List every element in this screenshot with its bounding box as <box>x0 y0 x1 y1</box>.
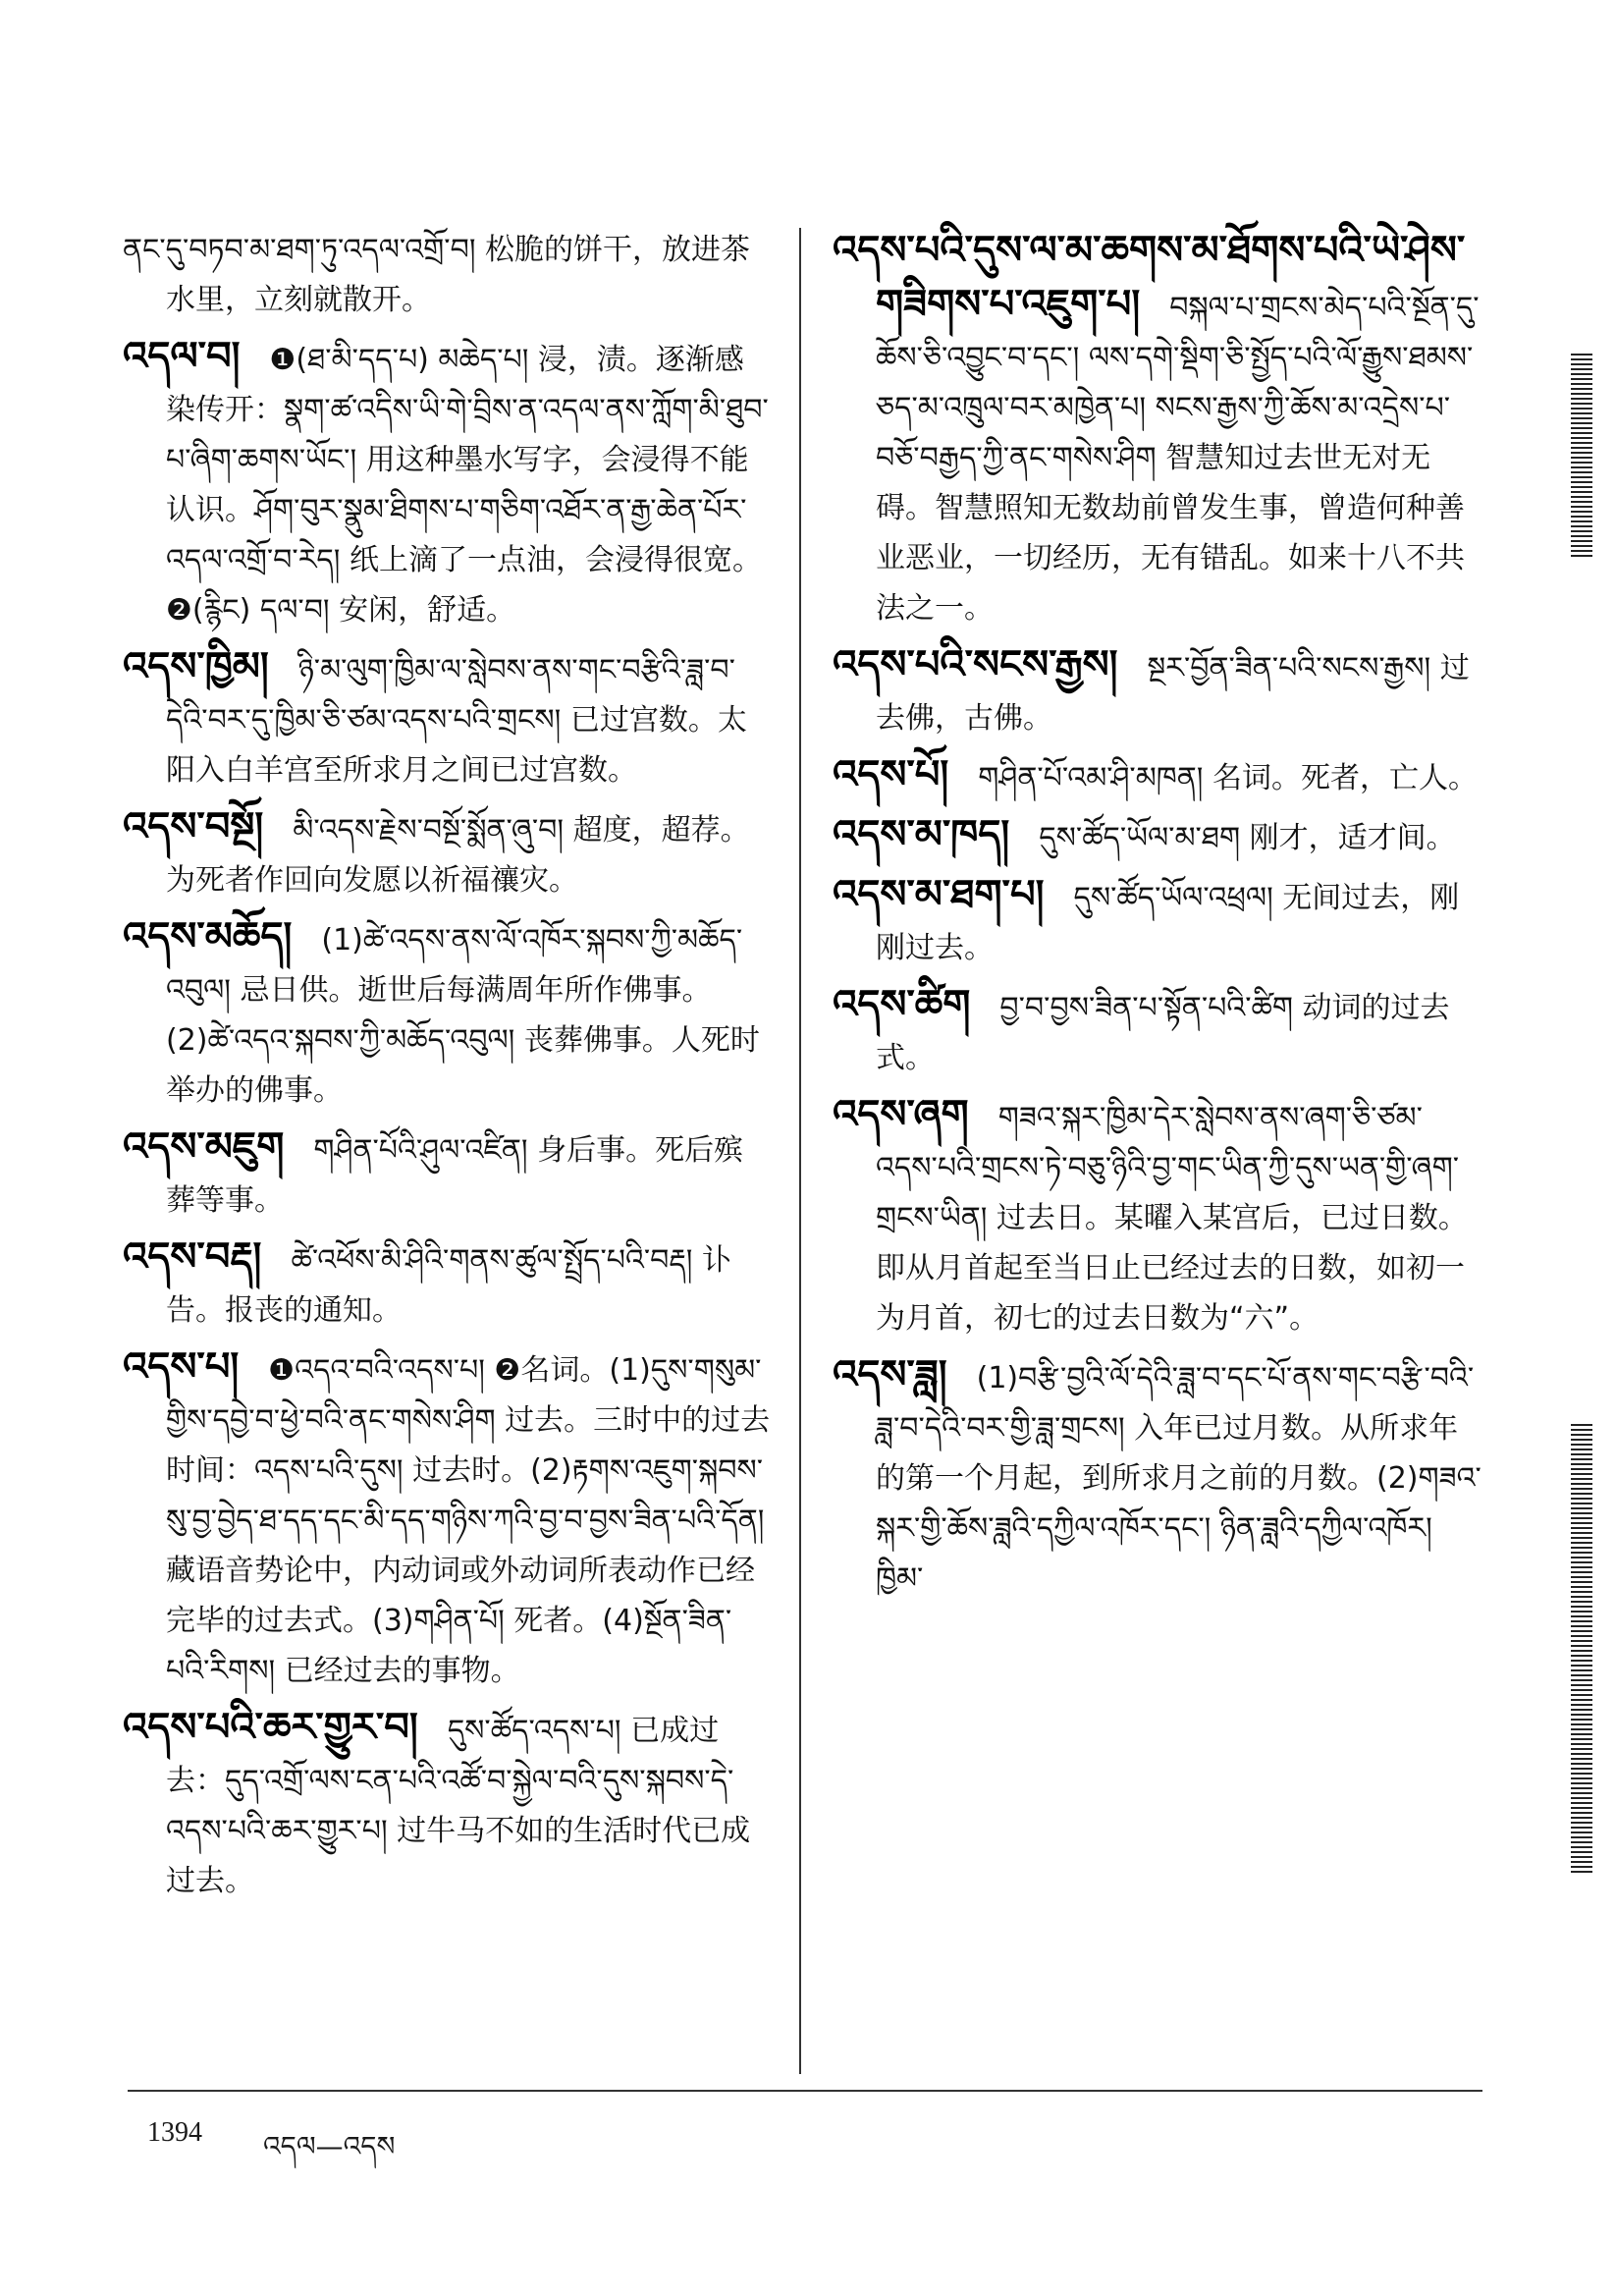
dictionary-entry <box>833 750 1482 804</box>
entry-definition: དུས་ཚོད་ཡོལ་མ་ཐག 刚才，适才间。 <box>1039 821 1456 855</box>
left-column <box>123 226 771 1913</box>
page-number: 1394 <box>147 2117 202 2148</box>
entry-definition: ཚེ་འཕོས་མི་ཤིའི་གནས་ཚུལ་སྤྲོད་པའི་བརྡ། 讣告。报丧的通知。 <box>166 1243 731 1328</box>
dictionary-entry <box>833 640 1482 744</box>
entry-definition: བྱ་བ་བྱས་ཟིན་པ་སྟོན་པའི་ཚིག 动词的过去式。 <box>876 991 1450 1075</box>
dictionary-entry <box>123 332 771 636</box>
entry-headword: འདས་མ་ཐག་པ། <box>833 872 1045 917</box>
dictionary-entry <box>833 810 1482 864</box>
scan-edge-marks <box>1571 354 1600 1827</box>
entry-definition: མི་འདས་རྗེས་བསྔོ་སྨོན་ཞུ་བ། 超度，超荐。为死者作回向发愿以祈福禳灾。 <box>166 813 750 898</box>
entry-headword: འདས་བསྔོ། <box>123 804 264 849</box>
edge-mark <box>1571 1424 1592 1876</box>
entry-definition: ཉི་མ་ལུག་ཁྱིམ་ལ་སླེབས་ནས་གང་བརྩིའི་ཟླ་བ་དེའི་བར་དུ་ཁྱིམ་ཅི་ཙམ་འདས་པའི་གྲངས། 已过宫数。太阳入白羊宫至所求月之间已过宫数。 <box>166 653 747 788</box>
dictionary-entry <box>123 226 771 326</box>
dictionary-entry <box>833 1350 1482 1605</box>
entry-definition: ❶འདའ་བའི་འདས་པ། ❷名词。(1)དུས་གསུམ་གྱིས་དབྱེ་བ་ཕྱེ་བའི་ནང་གསེས་ཤིག 过去。三时中的过去时间：འདས་པའི་དུས། 过去时。(2)རྟགས་འཇུག་སྐབས་སུ་བྱ་བྱེད་ཐ་དད་དང་མི་དད་གཉིས་ཀའི་བྱ་བ་བྱས་ཟིན་པའི་དོན། 藏语音势论中，内动词或外动词所表动作已经完毕的过去式。(3)གཤིན་པོ། 死者。(4)སྔོན་ཟིན་པའི་རིགས། 已经过去的事物。 <box>166 1353 771 1688</box>
dictionary-entry <box>123 912 771 1117</box>
dictionary-entry <box>833 1090 1482 1344</box>
entry-headword: འདས་ཟླ། <box>833 1352 947 1397</box>
dictionary-entry <box>833 980 1482 1084</box>
entry-headword: འདས་ཁྱིམ། <box>123 644 269 689</box>
column-divider <box>799 228 801 2074</box>
entry-headword: འདས་ཞག <box>833 1092 969 1137</box>
entry-definition: གཤིན་པོའི་ཤུལ་འཛིན། 身后事。死后殡葬等事。 <box>166 1133 744 1218</box>
entry-headword: འདས་བརྡ། <box>123 1234 262 1280</box>
entry-definition: གཤིན་པོ་འམ་ཤི་མཁན། 名词。死者，亡人。 <box>978 761 1478 795</box>
dictionary-entry <box>123 802 771 906</box>
entry-definition: ❶(ཐ་མི་དད་པ) མཆེད་པ། 浸，渍。逐渐感染传开：སྣག་ཚ་འདིས་ཡི་གེ་བྲིས་ན་འདལ་ནས་ཀློག་མི་ཐུབ་པ་ཞིག་ཆགས་ཡོང་། 用这种墨水写字，会浸得不能认识。ཤོག་བུར་སྣུམ་ཐིགས་པ་གཅིག་འཐོར་ན་རྒྱ་ཆེན་པོར་འདལ་འགྲོ་བ་རེད། 纸上滴了一点油，会浸得很宽。❷(རྙིང) དལ་བ། 安闲，舒适。 <box>166 343 769 628</box>
entry-definition: གཟའ་སྐར་ཁྱིམ་དེར་སླེབས་ནས་ཞག་ཅི་ཙམ་འདས་པའི་གྲངས་ཏེ་བཅུ་ཉིའི་བྱ་གང་ཡིན་ཀྱི་དུས་ཡན་གྱི་ཞག་གྲངས་ཡིན། 过去日。某曜入某宫后，已过日数。即从月首起至当日止已经过去的日数，如初一为月首，初七的过去日数为“六”。 <box>876 1101 1468 1336</box>
entry-headword: འདས་པའི་སངས་རྒྱས། <box>833 642 1118 687</box>
right-column <box>833 226 1482 1611</box>
entry-headword: འདས་ཚིག <box>833 982 971 1027</box>
entry-definition: (1)ཚེ་འདས་ནས་ལོ་འཁོར་སྐབས་ཀྱི་མཆོད་འབུལ། 忌日供。逝世后每满周年所作佛事。(2)ཚེ་འདའ་སྐབས་ཀྱི་མཆོད་འབུལ། 丧葬佛事。人死时举办的佛事。 <box>166 923 760 1108</box>
entry-definition: ནང་དུ་བཏབ་མ་ཐག་ཏུ་འདལ་འགྲོ་བ། 松脆的饼干，放进茶水里，立刻就散开。 <box>123 233 751 317</box>
entry-definition: སྔར་བྱོན་ཟིན་པའི་སངས་རྒྱས། 过去佛，古佛。 <box>876 651 1470 736</box>
dictionary-entry <box>123 1342 771 1697</box>
entry-headword: འདས་མ་ཁད། <box>833 812 1010 857</box>
edge-mark <box>1571 354 1592 560</box>
dictionary-entry <box>123 1232 771 1337</box>
entry-definition: དུས་ཚོད་ཡོལ་འཕྲལ། 无间过去，刚刚过去。 <box>876 881 1460 965</box>
dictionary-entry <box>833 226 1482 634</box>
entry-headword: འདལ་བ། <box>123 334 241 379</box>
entry-headword: འདས་པའི་དུས་ལ་མ་ཆགས་མ་ཐོགས་པའི་ཡེ་ཤེས་གཟིགས་པ་འཇུག་པ། <box>833 228 1466 327</box>
entry-definition: བསྐལ་པ་གྲངས་མེད་པའི་སྔོན་དུ་ཆོས་ཅི་འབྱུང་བ་དང་། ལས་དགེ་སྡིག་ཅི་སྤྱོད་པའི་ལོ་རྒྱུས་ཐམས་ཅད་མ་འཁྲུལ་བར་མཁྱེན་པ། སངས་རྒྱས་ཀྱི་ཆོས་མ་འདྲེས་པ་བཅོ་བརྒྱད་ཀྱི་ནང་གསེས་ཤིག 智慧知过去世无对无碍。智慧照知无数劫前曾发生事，曾造何种善业恶业，一切经历，无有错乱。如来十八不共法之一。 <box>876 291 1480 626</box>
dictionary-entry <box>123 1122 771 1227</box>
entry-headword: འདས་པོ། <box>833 752 949 797</box>
entry-definition: (1)བརྩི་བྱའི་ལོ་དེའི་ཟླ་བ་དང་པོ་ནས་གང་བརྩི་བའི་ཟླ་བ་དེའི་བར་གྱི་ཟླ་གྲངས། 入年已过月数。从所求年的第一个月起，到所求月之前的月数。(2)གཟའ་སྐར་གྱི་ཆོས་ཟླའི་དཀྱིལ་འཁོར་དང་། ཉིན་ཟླའི་དཀྱིལ་འཁོར། ཁྱིམ་ <box>876 1361 1481 1596</box>
entry-headword: འདས་པ། <box>123 1344 240 1390</box>
entry-headword: འདས་པའི་ཆར་གྱུར་བ། <box>123 1705 418 1750</box>
dictionary-entry <box>833 870 1482 974</box>
entry-headword: འདས་མཆོད། <box>123 914 293 959</box>
footer-rule <box>128 2090 1482 2092</box>
dictionary-entry <box>123 1703 771 1907</box>
dictionary-entry <box>123 642 771 796</box>
running-head: འདལ—འདས <box>263 2130 396 2162</box>
entry-headword: འདས་མཇུག <box>123 1124 285 1170</box>
entry-definition: དུས་ཚོད་འདས་པ། 已成过去：དུད་འགྲོ་ལས་ངན་པའི་འཚོ་བ་སྐྱེལ་བའི་དུས་སྐབས་དེ་འདས་པའི་ཆར་གྱུར་པ། 过牛马不如的生活时代已成过去。 <box>166 1714 751 1898</box>
